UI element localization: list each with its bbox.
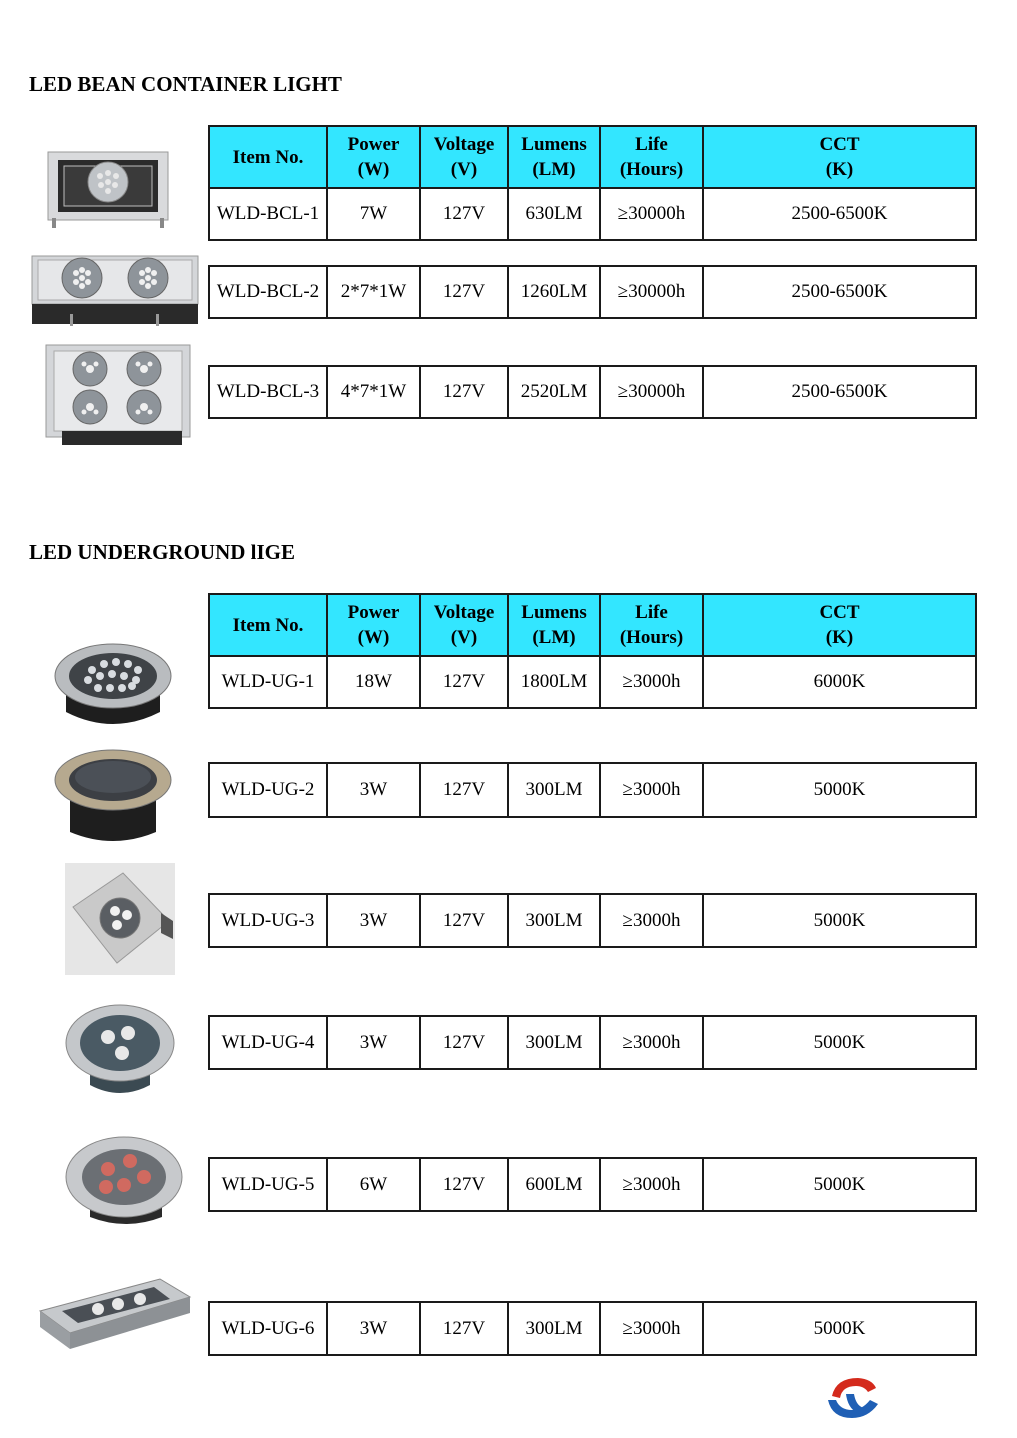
header-cct: CCT (K): [703, 594, 976, 656]
spec-row-table: [208, 762, 977, 818]
cell-lumens: 600LM: [508, 1158, 600, 1211]
cell-power: 2*7*1W: [327, 266, 420, 318]
spec-row-table: [208, 1015, 977, 1070]
cell-item: WLD-UG-6: [209, 1302, 327, 1355]
section-title-bean-container: LED BEAN CONTAINER LIGHT: [29, 72, 342, 96]
cell-item: WLD-UG-5: [209, 1158, 327, 1211]
table-row: [209, 1158, 976, 1211]
product-image-ug-4: [64, 1003, 176, 1099]
header-power: Power (W): [327, 126, 420, 188]
table-row: [209, 763, 976, 817]
product-image-ug-2: [52, 744, 174, 846]
product-image-ug-6: [36, 1273, 192, 1359]
cell-life: ≥30000h: [600, 188, 703, 240]
cell-power: 3W: [327, 1016, 420, 1069]
header-power: Power (W): [327, 594, 420, 656]
product-image-ug-1: [52, 632, 174, 732]
table-header-row: [209, 594, 976, 656]
spec-table: [208, 593, 977, 709]
cell-lumens: 1260LM: [508, 266, 600, 318]
header-lumens: Lumens (LM): [508, 594, 600, 656]
table-header-row: [209, 126, 976, 188]
cell-cct: 5000K: [703, 763, 976, 817]
cell-lumens: 2520LM: [508, 366, 600, 418]
cell-item: WLD-BCL-2: [209, 266, 327, 318]
cell-power: 3W: [327, 894, 420, 947]
cell-life: ≥3000h: [600, 656, 703, 708]
cell-power: 7W: [327, 188, 420, 240]
cell-voltage: 127V: [420, 188, 508, 240]
table-row: [209, 1302, 976, 1355]
header-cct: CCT (K): [703, 126, 976, 188]
cell-lumens: 300LM: [508, 1302, 600, 1355]
cell-cct: 5000K: [703, 894, 976, 947]
spec-row-table: [208, 1157, 977, 1212]
cell-life: ≥30000h: [600, 266, 703, 318]
spec-row-table: [208, 1301, 977, 1356]
cell-lumens: 300LM: [508, 894, 600, 947]
cell-item: WLD-UG-4: [209, 1016, 327, 1069]
cell-cct: 5000K: [703, 1016, 976, 1069]
cell-life: ≥3000h: [600, 1016, 703, 1069]
header-voltage: Voltage (V): [420, 594, 508, 656]
spec-row-table: [208, 265, 977, 319]
header-item-no: Item No.: [209, 126, 327, 188]
cell-cct: 5000K: [703, 1158, 976, 1211]
cell-life: ≥3000h: [600, 894, 703, 947]
cell-item: WLD-UG-1: [209, 656, 327, 708]
cell-lumens: 1800LM: [508, 656, 600, 708]
cell-voltage: 127V: [420, 656, 508, 708]
cell-item: WLD-UG-3: [209, 894, 327, 947]
cell-cct: 6000K: [703, 656, 976, 708]
cell-power: 3W: [327, 1302, 420, 1355]
cell-item: WLD-BCL-1: [209, 188, 327, 240]
header-voltage: Voltage (V): [420, 126, 508, 188]
product-image-ug-3: [65, 863, 175, 975]
product-image-bcl-3: [44, 343, 192, 451]
header-life: Life (Hours): [600, 594, 703, 656]
table-row: [209, 188, 976, 240]
cell-power: 3W: [327, 763, 420, 817]
cell-cct: 2500-6500K: [703, 266, 976, 318]
cell-voltage: 127V: [420, 763, 508, 817]
cell-cct: 2500-6500K: [703, 188, 976, 240]
cell-item: WLD-UG-2: [209, 763, 327, 817]
cell-life: ≥30000h: [600, 366, 703, 418]
product-image-bcl-1: [44, 148, 172, 230]
product-image-bcl-2: [30, 252, 200, 330]
cell-lumens: 300LM: [508, 763, 600, 817]
product-image-ug-5: [64, 1133, 188, 1231]
cell-voltage: 127V: [420, 894, 508, 947]
cell-voltage: 127V: [420, 266, 508, 318]
cell-voltage: 127V: [420, 1302, 508, 1355]
header-lumens: Lumens (LM): [508, 126, 600, 188]
spec-row-table: [208, 893, 977, 948]
cell-power: 18W: [327, 656, 420, 708]
header-life: Life (Hours): [600, 126, 703, 188]
cell-life: ≥3000h: [600, 763, 703, 817]
cell-lumens: 630LM: [508, 188, 600, 240]
spec-table: [208, 125, 977, 241]
cell-voltage: 127V: [420, 366, 508, 418]
table-row: [209, 894, 976, 947]
table-row: [209, 366, 976, 418]
cell-item: WLD-BCL-3: [209, 366, 327, 418]
cell-cct: 5000K: [703, 1302, 976, 1355]
cell-life: ≥3000h: [600, 1158, 703, 1211]
table-row: [209, 266, 976, 318]
spec-row-table: [208, 365, 977, 419]
cell-lumens: 300LM: [508, 1016, 600, 1069]
cell-power: 4*7*1W: [327, 366, 420, 418]
cell-voltage: 127V: [420, 1158, 508, 1211]
company-logo: [824, 1374, 882, 1422]
header-item-no: Item No.: [209, 594, 327, 656]
cell-cct: 2500-6500K: [703, 366, 976, 418]
cell-power: 6W: [327, 1158, 420, 1211]
cell-voltage: 127V: [420, 1016, 508, 1069]
table-row: [209, 656, 976, 708]
section-title-underground: LED UNDERGROUND lIGE: [29, 540, 296, 564]
table-row: [209, 1016, 976, 1069]
cell-life: ≥3000h: [600, 1302, 703, 1355]
